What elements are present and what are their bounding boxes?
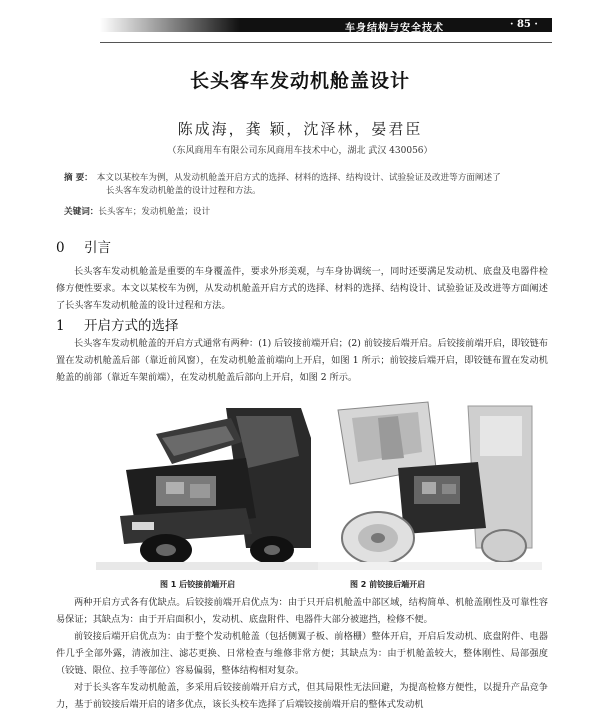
author-list: 陈成海，龚 颖，沈泽林，晏君臣 (177, 120, 423, 138)
paragraph-text: 长头客车发动机舱盖是重要的车身覆盖件，要求外形美观，与车身协调统一，同时还要满足发动机、底盘及电器件检修方便性要求。本文以某校车为例，从发动机舱盖开启方式的选择、材料的选择、结构设计、试验验证及改进等方面阐述了长头客车发动机舱盖的设计过程和方法。 (56, 266, 548, 311)
paragraph-text: 前铰接后端开启优点为：由于整个发动机舱盖（包括侧翼子板、前格栅）整体开启，开启后发动机、底盘附件、电器件几乎全部外露，清液加注、滤芯更换、日常检查与维修非常方便；其缺点为：由于机舱盖较大，整体刚性、局部强度（铰链、限位、拉手等部位）容易偏弱，整体结构相对复杂。 (56, 631, 548, 676)
section-number: 1 (56, 318, 65, 334)
abstract-text-1: 本文以某校车为例，从发动机舱盖开启方式的选择、材料的选择、结构设计、试验验证及改进等方面阐述了 (96, 173, 501, 183)
abstract-line-1 (64, 172, 534, 185)
figure-2-caption: 图 2 前铰接后端开启 (350, 580, 426, 589)
section-heading-intro (56, 236, 111, 256)
running-title: 车身结构与安全技术 (345, 23, 444, 34)
paragraph-text: 长头客车发动机舱盖的开启方式通常有两种：(1) 后铰接前端开启；(2) 前铰接后端开启。后铰接前端开启，即铰链布置在发动机舱盖后部（靠近前风窗），在发动机舱盖前端向上开启，如图 1 所示；前铰接后端开启，即铰链布置在发动机舱盖的前部（靠近车架前端），在发动机舱盖后部向上开启，如图 2 所示。 (56, 338, 548, 383)
paragraph-text: 两种开启方式各有优缺点。后铰接前端开启优点为：由于只开启机舱盖中部区域，结构简单、机舱盖刚性及可靠性容易保证；其缺点为：由于开启面积小，发动机、底盘附件、电器件大部分被遮挡，检修不便。 (56, 597, 548, 625)
abstract-label: 摘 要： (64, 173, 93, 183)
section-title: 开启方式的选择 (84, 318, 179, 334)
figure-2 (318, 398, 542, 570)
section-1-paragraph (56, 335, 548, 386)
keywords-text: 长头客车；发动机舱盖；设计 (98, 207, 211, 217)
abstract (64, 172, 534, 198)
keywords-label: 关键词： (64, 207, 99, 217)
intro-paragraph (56, 263, 548, 314)
section-heading-1 (56, 314, 179, 334)
section-title: 引言 (84, 240, 111, 256)
figure-1-caption: 图 1 后铰接前端开启 (160, 580, 236, 589)
section-number: 0 (56, 240, 65, 256)
running-header-fade (100, 18, 240, 32)
figure-1-image (96, 398, 320, 570)
article-title: 长头客车发动机舱盖设计 (189, 70, 410, 92)
paragraph-text: 对于长头客车发动机舱盖，多采用后铰接前端开启方式，但其局限性无法回避，为提高检修方便性，以提升产品竞争力，基于前铰接后端开启的诸多优点，该长头校车选择了后端铰接前端开启的整体式发动机 (56, 682, 548, 710)
affiliation: （东风商用车有限公司东风商用车技术中心，湖北 武汉 430056） (167, 146, 433, 156)
page-number: · 85 · (510, 19, 538, 30)
figure-1 (96, 398, 320, 570)
header-rule (100, 42, 552, 43)
abstract-text-2: 长头客车发动机舱盖的设计过程和方法。 (106, 186, 261, 196)
discussion-paragraphs (56, 594, 548, 713)
figure-2-image (318, 398, 542, 570)
keywords (64, 205, 534, 217)
